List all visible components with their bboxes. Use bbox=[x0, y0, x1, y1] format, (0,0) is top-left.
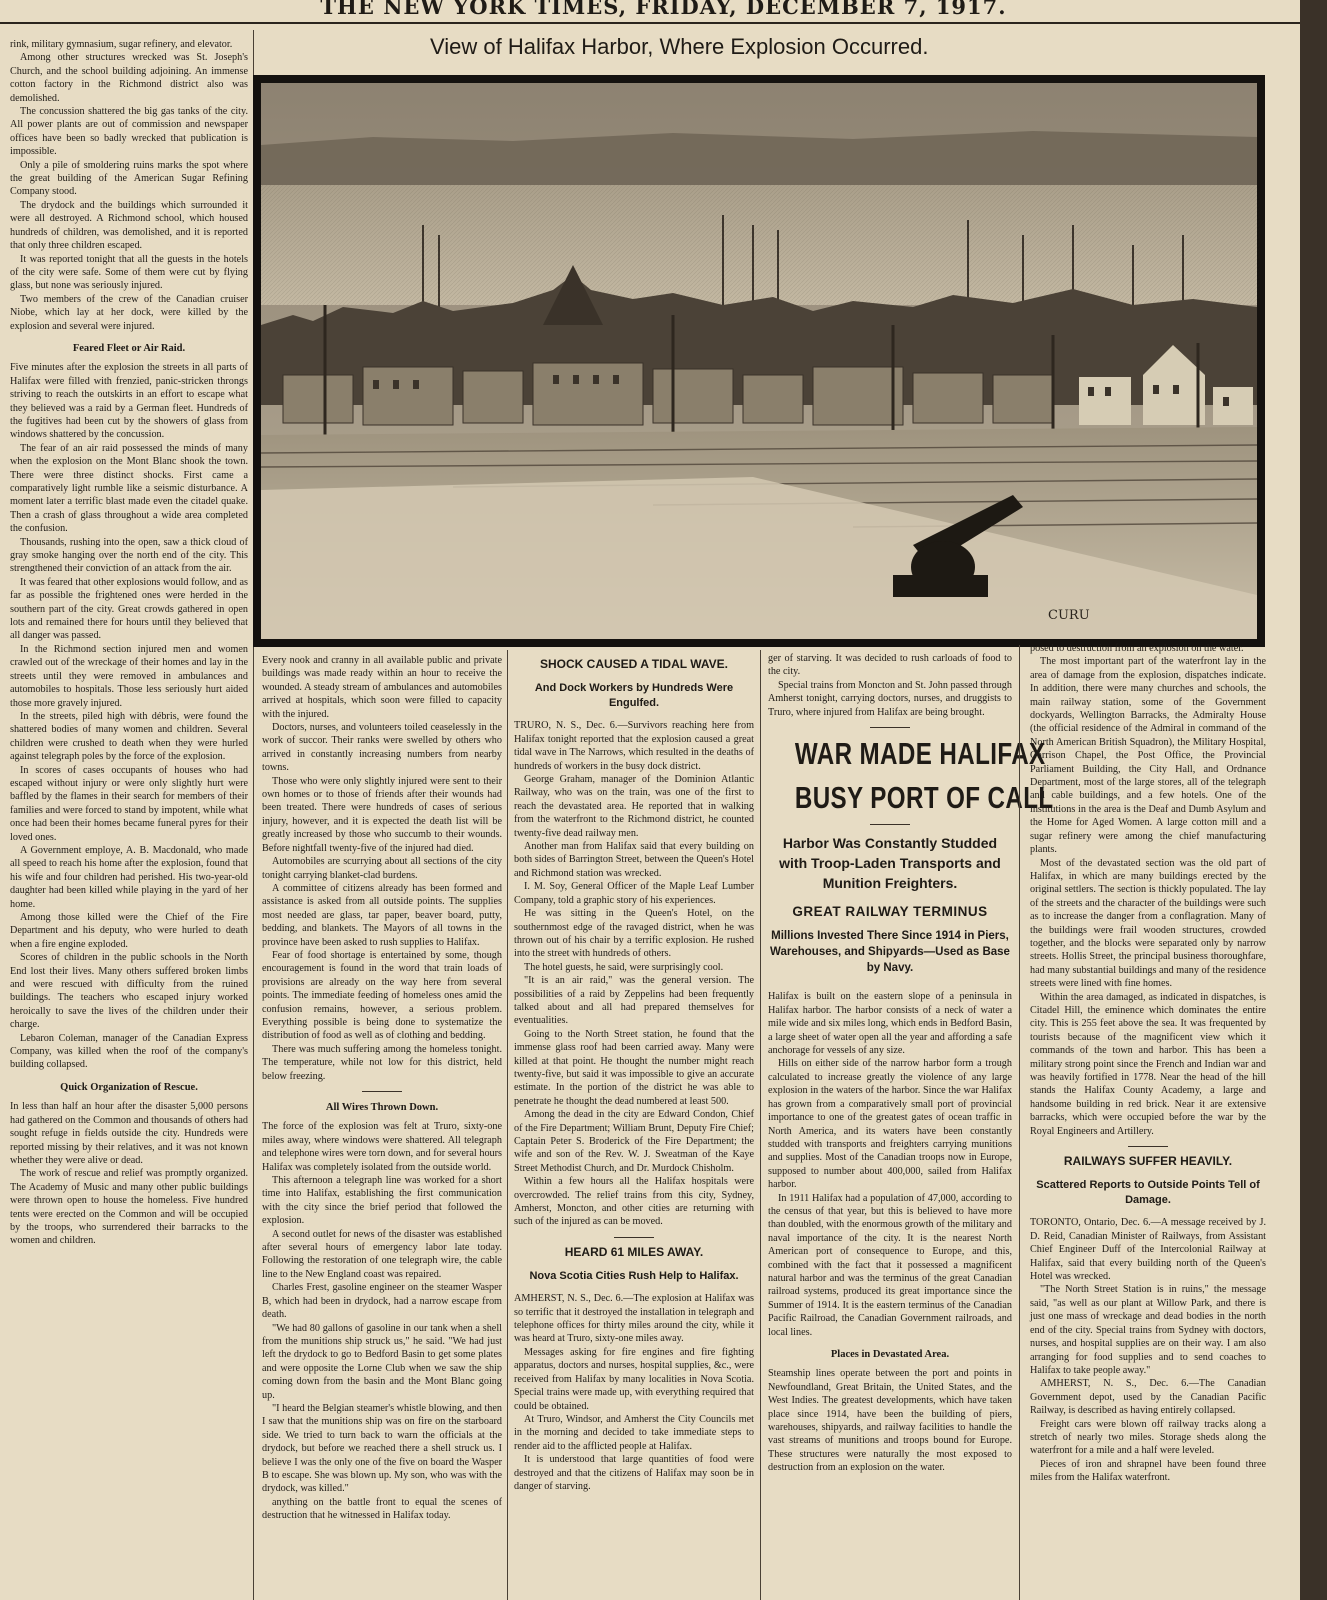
paragraph: Messages asking for fire engines and fire fighting apparatus, doctors and nurses, hospital supplies, &c., were received from Halifax by many localities in Nova Scotia. Special trains were made up, with everything required that could be obtained. bbox=[514, 1346, 754, 1412]
paragraph: Hills on either side of the narrow harbor form a trough calculated to increase greatly the violence of any large explosion in the waters of the harbor. Since the war Halifax has grown from a comparatively small port of provincial importance to one of the greatest gates of ocean traffic in North America, and its waters have been constantly studded with transports and freighters carrying munitions and supplies. Most of the Canadian troops now in Europe, supposed to number about 400,000, sailed from Halifax harbor. bbox=[768, 1058, 1012, 1191]
paragraph: In less than half an hour after the disaster 5,000 persons had gathered on the Common and thousands of others had sought refuge in fields outside the city. Hundreds were reported missing by their relatives, and it was not known whether they were alive or dead. bbox=[10, 1101, 248, 1166]
paragraph: ger of starving. It was decided to rush carloads of food to the city. bbox=[768, 653, 1012, 678]
harbor-photo bbox=[253, 75, 1265, 647]
paragraph: Five minutes after the explosion the streets in all parts of Halifax were filled with frenzied, panic-stricken throngs striving to reach the outskirts in an effort to escape what they believed was a raid by a German fleet. Hundreds of the fugitives had been cut by the showers of glass from windows shattered by the concussion. bbox=[10, 362, 248, 441]
deck-railway-terminus: GREAT RAILWAY TERMINUS bbox=[792, 904, 988, 920]
paragraph: The most important part of the waterfront lay in the area of damage from the explosion, dispatches indicate. In addition, there were many churches and schools, the main railway station, some of the Government dockyards, Wellington Barracks, the Admiralty House (the official residence of the Admiral in command of the North American British Squadron), the Military Hospital, Garrison Chapel, the Post Office, the Provincial Parliament Building, the City Hall, and Ordnance Department, most of the large stores, all of the telegraph and cable buildings, and a few hotels. One of the institutions in the area is the Deaf and Dumb Asylum and the Home for Aged Women. A large cotton mill and a sugar refinery were among the chief manufacturing plants. bbox=[1030, 656, 1266, 856]
paragraph: Lebaron Coleman, manager of the Canadian Express Company, was killed when the roof of the company's building collapsed. bbox=[10, 1032, 248, 1071]
paragraph: Automobiles are scurrying about all sections of the city tonight carrying blanket-clad burdens. bbox=[262, 856, 502, 881]
paragraph: "It is an air raid," was the general version. The possibilities of a raid by Zeppelins had been frequently talked about and all had prepared themselves for eventualities. bbox=[514, 975, 754, 1027]
column-5-paragraphs bbox=[1030, 642, 1266, 1138]
paragraph: The fear of an air raid possessed the minds of many when the explosion on the Mont Blanc shook the town. There were three distinct shocks. First came a comparatively light rumble like a seismic disturbance. A moment later a terrific blast made even the citadel quake. Then a crash of glass throughout a wide area completed the confusion. bbox=[10, 442, 248, 535]
paragraph: Going to the North Street station, he found that the immense glass roof had been carried away. Many were killed at that point. He thought the number might reach twenty-five, but said it was impossible to give an accurate estimate. In the portion of the district he was able to penetrate he thought the dead numbered at least 500. bbox=[514, 1028, 754, 1107]
page-edge bbox=[1300, 0, 1327, 1600]
paragraph: Thousands, rushing into the open, saw a thick cloud of gray smoke hanging over the north end of the city. This strengthened their conviction of an attack from the air. bbox=[10, 536, 248, 575]
column-4-paragraphs-3 bbox=[768, 1367, 1012, 1474]
subhead-quick-organization: Quick Organization of Rescue. bbox=[60, 1081, 198, 1093]
photo-caption: View of Halifax Harbor, Where Explosion Occurred. bbox=[430, 34, 929, 59]
column-divider bbox=[1019, 645, 1020, 1600]
section-rule bbox=[362, 1091, 402, 1092]
paragraph: "I heard the Belgian steamer's whistle blowing, and then I saw that the munitions ship was on fire on the starboard side. We tried to turn back to warn the officials at the drydock, but before we reached there a shell struck us. I believe I was the only one of the five on board the Wasper B to escape. She was blown up. My son, who was with the drydock, was killed." bbox=[262, 1402, 502, 1495]
paragraph: A Government employe, A. B. Macdonald, who made all speed to reach his home after the explosion, found that his wife and four children had perished. His two-year-old daughter had been killed while playing in the yard of her home. bbox=[10, 844, 248, 910]
paragraph: I. M. Soy, General Officer of the Maple Leaf Lumber Company, told a graphic story of his experiences. bbox=[514, 881, 754, 906]
column-3 bbox=[514, 656, 754, 1600]
paragraph: Only a pile of smoldering ruins marks the spot where the great building of the American Sugar Refining Company stood. bbox=[10, 159, 248, 198]
paragraph: At Truro, Windsor, and Amherst the City Councils met in the morning and decided to take immediate steps to render aid to the afflicted people at Halifax. bbox=[514, 1413, 754, 1452]
paragraph: A second outlet for news of the disaster was established after several hours of emergency labor late today. Following the restoration of one telegraph wire, the cable line to the New England coast was repaired. bbox=[262, 1228, 502, 1280]
paragraph: The work of rescue and relief was promptly organized. The Academy of Music and many other public buildings were thrown open to house the homeless. Five hundred tents were erected on the Common and will be occupied by the troops, who surrendered their barracks to the women and children. bbox=[10, 1168, 248, 1247]
paragraph: Another man from Halifax said that every building on both sides of Barrington Street, between the Queen's Hotel and Richmond station was wrecked. bbox=[514, 841, 754, 879]
column-divider bbox=[507, 650, 508, 1600]
section-rule bbox=[870, 727, 910, 728]
column-3-paragraphs bbox=[514, 719, 754, 1228]
paragraph: In the Richmond section injured men and women crawled out of the wreckage of their homes and lay in the streets until they were removed in ambulances and automobiles to hospitals. Those less seriously hurt aided those more gravely injured. bbox=[10, 643, 248, 709]
subhead-nova-scotia: Nova Scotia Cities Rush Help to Halifax. bbox=[529, 1270, 739, 1283]
paragraph: posed to destruction from an explosion on the water. bbox=[1030, 643, 1244, 654]
subhead-dock-workers: And Dock Workers by Hundreds Were Engulfed. bbox=[534, 682, 734, 710]
column-5 bbox=[1030, 642, 1266, 1600]
column-4-paragraphs bbox=[768, 652, 1012, 719]
subhead-places-devastated: Places in Devastated Area. bbox=[830, 1349, 950, 1360]
paragraph: The drydock and the buildings which surrounded it were all destroyed. A Richmond school, which housed hundreds of children, was demolished, and it is reported that only three children escaped. bbox=[10, 199, 248, 252]
photo-credit: CURU bbox=[1048, 608, 1090, 623]
paragraph: George Graham, manager of the Dominion Atlantic Railway, who was on the train, was one of the first to reach the devastated area. He reported that in walking from the waterfront to the Richmond district, he counted twenty-five dead railway men. bbox=[514, 774, 754, 839]
paragraph: Those who were only slightly injured were sent to their own homes or to those of friends after their wounds had been treated. There were hundreds of cases of serious injury, however, and it is expected the death list will be greatly increased by those who succumb to their wounds. Before nightfall twenty-five of the injured had died. bbox=[262, 775, 502, 854]
column-4-paragraphs-2 bbox=[768, 990, 1012, 1339]
column-5-paragraphs-2 bbox=[1030, 1216, 1266, 1484]
column-2 bbox=[262, 654, 502, 1600]
section-rule bbox=[614, 1237, 654, 1238]
paragraph: The hotel guests, he said, were surprisingly cool. bbox=[524, 961, 724, 973]
column-1-paragraphs-2 bbox=[10, 361, 248, 1072]
paragraph: Scores of children in the public schools in the North End lost their lives. Many others suffered broken limbs and were rescued with difficulty from the ruined buildings. The teachers who escaped injury worked heroically to save the lives of the children under their charge. bbox=[10, 952, 248, 1031]
headline-war-made-halifax: WAR MADE HALIFAX bbox=[794, 736, 1046, 772]
paragraph: In the streets, piled high with débris, were found the shattered bodies of many women and children. Several children were crushed to death when they were hurled against telegraph poles by the force of the explosion. bbox=[10, 710, 248, 763]
paragraph: The force of the explosion was felt at Truro, sixty-one miles away, where windows were shattered. All telegraph and telephone wires were torn down, and for several hours Halifax was completely isolated from the outside world. bbox=[262, 1121, 502, 1173]
column-1 bbox=[10, 38, 248, 1600]
masthead: THE NEW YORK TIMES, FRIDAY, DECEMBER 7, 1917. bbox=[320, 0, 1007, 19]
headline-heard-61-miles: HEARD 61 MILES AWAY. bbox=[564, 1244, 704, 1259]
section-rule bbox=[870, 824, 910, 825]
paragraph: Among the dead in the city are Edward Condon, Chief of the Fire Department; William Brunt, Deputy Fire Chief; Captain Peter S. Broderick of the Fire Department; the wife and son of the Rev. W. J. Sweatman of the Kaye Street Methodist Church, and Dr. Murdock Chisholm. bbox=[514, 1109, 754, 1174]
paragraph: Within the area damaged, as indicated in dispatches, is Citadel Hill, the eminence which dominates the entire city. This is 255 feet above the sea. It was frequented by tourists because of the magnificent view which it commands of the town and harbor. This has been a military strong point since the French and Indian war and was heavily fortified in 1778. Near the head of the hill stands the Halifax County Academy, a large and handsome building in red brick. Near it are extensive barracks, which were occupied before the war by the Royal Engineers and Artillery. bbox=[1030, 991, 1266, 1137]
paragraph: Among those killed were the Chief of the Fire Department and his deputy, who were hurled to death when a fire engine exploded. bbox=[10, 912, 248, 950]
column-divider bbox=[760, 650, 761, 1600]
paragraph: It was feared that other explosions would follow, and as far as possible the frightened ones were herded in the southern part of the city. Great crowds gathered in open lots and remained there for hours until they believed that all danger was passed. bbox=[10, 576, 248, 642]
paragraph: There was much suffering among the homeless tonight. The temperature, while not low for this district, held below freezing. bbox=[262, 1043, 502, 1082]
column-2-paragraphs bbox=[262, 654, 502, 1083]
paragraph: Special trains from Moncton and St. John passed through Amherst tonight, carrying doctors, nurses, and druggists to Truro, where injured from Halifax are being brought. bbox=[768, 679, 1012, 718]
harbor-illustration bbox=[253, 75, 1265, 647]
paragraph: Steamship lines operate between the port and points in Newfoundland, Great Britain, the United States, and the West Indies. The greatest developments, which have taken place since 1914, have been the building of piers, warehouses, shipyards, and railway facilities to handle the vast streams of munitions and troops bound for Europe. These structures were naturally the most exposed to destruction from an explosion on the water. bbox=[768, 1368, 1012, 1474]
column-1-paragraphs bbox=[10, 38, 248, 333]
column-1-paragraphs-3 bbox=[10, 1100, 248, 1247]
paragraph: Pieces of iron and shrapnel have been found three miles from the Halifax waterfront. bbox=[1030, 1458, 1266, 1484]
subhead-scattered-reports: Scattered Reports to Outside Points Tell of Damage. bbox=[1036, 1179, 1260, 1207]
paragraph: A committee of citizens already has been formed and assistance is asked from all outside points. The supplies most needed are glass, tar paper, beaver board, putty, bedding, and blankets. The Mayors of all towns in the province have been asked to rush supplies to Halifax. bbox=[262, 882, 502, 948]
paragraph: rink, military gymnasium, sugar refinery, and elevator. bbox=[10, 39, 233, 50]
deck-millions-invested: Millions Invested There Since 1914 in Piers, Warehouses, and Shipyards—Used as Base by Navy. bbox=[770, 930, 1010, 975]
paragraph: Among other structures wrecked was St. Joseph's Church, and the school building adjoining. An immense cotton factory in the Richmond district also was demolished. bbox=[10, 52, 248, 104]
paragraph: Fear of food shortage is entertained by some, though encouragement is found in the word that train loads of provisions are already on the way here from several points. The immediate feeding of homeless ones amid the confusion remains, however, a serious problem. Everything possible is being done to systematize the distribution of food as well as of clothing and bedding. bbox=[262, 949, 502, 1042]
headline-busy-port: BUSY PORT OF CALL bbox=[794, 780, 1054, 816]
subhead-feared-fleet: Feared Fleet or Air Raid. bbox=[72, 342, 186, 354]
paragraph: AMHERST, N. S., Dec. 6.—The Canadian Government depot, used by the Canadian Pacific Railway, is described as having entirely collapsed. bbox=[1030, 1378, 1266, 1417]
subhead-all-wires: All Wires Thrown Down. bbox=[325, 1102, 439, 1113]
paragraph: TORONTO, Ontario, Dec. 6.—A message received by J. D. Reid, Canadian Minister of Railways, from Assistant Chief Engineer Duff of the Intercolonial Railway at Halifax, said that every building north of the Queen's Hotel was wrecked. bbox=[1030, 1217, 1266, 1283]
paragraph: In 1911 Halifax had a population of 47,000, according to the census of that year, but this is believed to have more than doubled, with the enormous growth of the military and naval importance of the city. It is the nearest North American port of consequence to Europe, and this, combined with the fact that it possessed a magnificent natural harbor and was the terminus of the great Canadian railroad systems, produced its great importance since the Summer of 1914. It is the eastern terminus of the Canadian Pacific Railroad, the Canadian Government railroads, and local lines. bbox=[768, 1192, 1012, 1338]
column-3-paragraphs-2 bbox=[514, 1292, 754, 1493]
paragraph: AMHERST, N. S., Dec. 6.—The explosion at Halifax was so terrific that it destroyed the installation in telegraph and telephone offices for thirty miles around the city, while it was heard at Truro, sixty-one miles away. bbox=[514, 1293, 754, 1345]
paragraph: The concussion shattered the big gas tanks of the city. All power plants are out of commission and newspaper offices have been so badly wrecked that publication is impossible. bbox=[10, 106, 248, 158]
masthead-rule bbox=[0, 22, 1327, 24]
paragraph: Freight cars were blown off railway tracks along a stretch of nearly two miles. Storage sheds along the waterfront for a mile and a half were leveled. bbox=[1030, 1418, 1266, 1457]
paragraph: Halifax is built on the eastern slope of a peninsula in Halifax harbor. The harbor consists of a neck of water a mile wide and six miles long, which ends in Bedford Basin, a large sheet of water open all the year and affording a safe anchorage for vessels of any size. bbox=[768, 991, 1012, 1057]
paragraph: It is understood that large quantities of food were destroyed and that the citizens of Halifax may soon be in danger of starving. bbox=[514, 1454, 754, 1492]
paragraph: Every nook and cranny in all available public and private buildings was made ready within an hour to receive the wounded. A steady stream of ambulances and automobiles arrived at hospitals, which soon were filled to capacity with the injured. bbox=[262, 655, 502, 720]
section-rule bbox=[1128, 1146, 1168, 1147]
headline-railways-suffer: RAILWAYS SUFFER HEAVILY. bbox=[1063, 1154, 1233, 1169]
headline-tidal-wave: SHOCK CAUSED A TIDAL WAVE. bbox=[539, 657, 728, 671]
paragraph: In scores of cases occupants of houses who had escaped without injury or were only slightly hurt were baffled by the flames in their search for members of their families and were forced to stand by impotent, while what once had been their homes became funeral pyres for their loved ones. bbox=[10, 764, 248, 843]
paragraph: It was reported tonight that all the guests in the hotels of the city were safe. Some of them were cut by flying glass, but none was seriously injured. bbox=[10, 253, 248, 292]
paragraph: Two members of the crew of the Canadian cruiser Niobe, which lay at her dock, were killed by the explosion and several were injured. bbox=[10, 293, 248, 332]
paragraph: anything on the battle front to equal the scenes of destruction that he witnessed in Halifax today. bbox=[262, 1496, 502, 1522]
column-4 bbox=[768, 652, 1054, 1600]
paragraph: He was sitting in the Queen's Hotel, on the southernmost edge of the ravaged district, when he was thrown out of his chair by a terrific explosion. He rushed into the street with hundreds of others. bbox=[514, 908, 754, 960]
deck-harbor-studded: Harbor Was Constantly Studded with Troop-Laden Transports and Munition Freighters. bbox=[779, 835, 1001, 892]
paragraph: TRURO, N. S., Dec. 6.—Survivors reaching here from Halifax tonight reported that the explosion caused a great tidal wave in The Narrows, which resulted in the deaths of hundreds of workers in the busy dock district. bbox=[514, 720, 754, 772]
paragraph: "The North Street Station is in ruins," the message said, "as well as our plant at Willow Park, and there is just one mass of wreckage and dead bodies in the north end of the city. Special trains from Sydney with doctors, nurses, and hospital supplies are on their way. I am also arranging for food supplies and to send coaches to Halifax to take people away." bbox=[1030, 1284, 1266, 1376]
paragraph: Within a few hours all the Halifax hospitals were overcrowded. The relief trains from this city, Sydney, Amherst, Moncton, and other cities are returning with such of the injured as can be moved. bbox=[514, 1176, 754, 1228]
paragraph: "We had 80 gallons of gasoline in our tank when a shell from the munitions ship struck us," he said. "We had just left the drydock to go to Bedford Basin to get some plates and were opposite the Lorne Club when we saw the ship coming down from the basin and the Mont Blanc going up. bbox=[262, 1322, 502, 1401]
paragraph: This afternoon a telegraph line was worked for a short time into Halifax, establishing the first communication with the city since the brief period that followed the explosion. bbox=[262, 1175, 502, 1227]
paragraph: Charles Frest, gasoline engineer on the steamer Wasper B, which had been in drydock, had a narrow escape from death. bbox=[262, 1282, 502, 1321]
paragraph: Most of the devastated section was the old part of Halifax, in which are many buildings erected by the original settlers. The section is thickly populated. The lay of the streets and the character of the buildings were such as to increase the danger from a conflagration. Many of the buildings were frail wooden structures, crowded together, and the blocks were separated only by narrow streets. Hollis Street, the principal business thoroughfare, had many substantial buildings and many of the residence streets were lined with fine homes. bbox=[1030, 857, 1266, 990]
column-2-paragraphs-2 bbox=[262, 1120, 502, 1522]
paragraph: Doctors, nurses, and volunteers toiled ceaselessly in the work of succor. Their ranks were swelled by others who arrived in constantly increasing numbers from nearby towns. bbox=[262, 722, 502, 774]
